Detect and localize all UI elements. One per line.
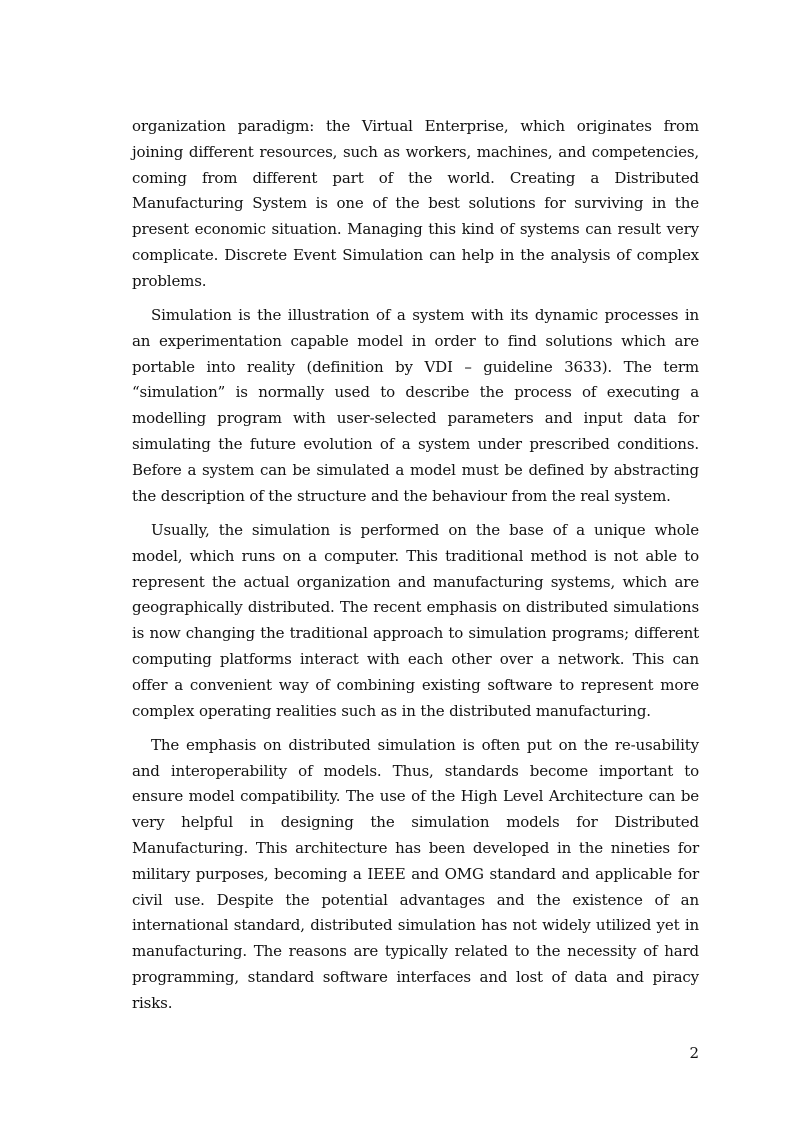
paragraph-traditional-method: Usually, the simulation is performed on the base of a unique whole model, which runs on a computer. This traditional method is not able to represent the actual organization and manufacturing systems, which are geographically distributed. The recent emphasis on distributed simulations is now changing the traditional approach to simulation programs; different computing platforms interact with each other over a network. This can offer a convenient way of combining existing software to represent more complex operating realities such as in the distributed manufacturing. — [132, 520, 699, 720]
paragraph-simulation-definition: Simulation is the illustration of a system with its dynamic processes in an experimentation capable model in order to find solutions which are portable into reality (definition by VDI – guideline 3633). The term “simulation” is normally used to describe the process of executing a modelling program with user-selected parameters and input data for simulating the future evolution of a system under prescribed conditions. Before a system can be simulated a model must be defined by abstracting the description of the structure and the behaviour from the real system. — [132, 306, 699, 505]
body-text — [132, 114, 699, 1025]
page-number: 2 — [689, 1044, 699, 1062]
paragraph-continuation: organization paradigm: the Virtual Enterprise, which originates from joining different resources, such as workers, machines, and competencies, coming from different part of the world. Creating a Distributed Manufacturing System is one of the best solutions for surviving in the present economic situation. Managing this kind of systems can result very complicate. Discrete Event Simulation can help in the analysis of complex problems. — [132, 117, 699, 290]
paragraph-distributed-simulation: The emphasis on distributed simulation is often put on the re-usability and interoperability of models. Thus, standards become important to ensure model compatibility. The use of the High Level Architecture can be very helpful in designing the simulation models for Distributed Manufacturing. This architecture has been developed in the nineties for military purposes, becoming a IEEE and OMG standard and applicable for civil use. Despite the potential advantages and the existence of an international standard, distributed simulation has not widely utilized yet in manufacturing. The reasons are typically related to the necessity of hard programming, standard software interfaces and lost of data and piracy risks. — [132, 735, 699, 1012]
